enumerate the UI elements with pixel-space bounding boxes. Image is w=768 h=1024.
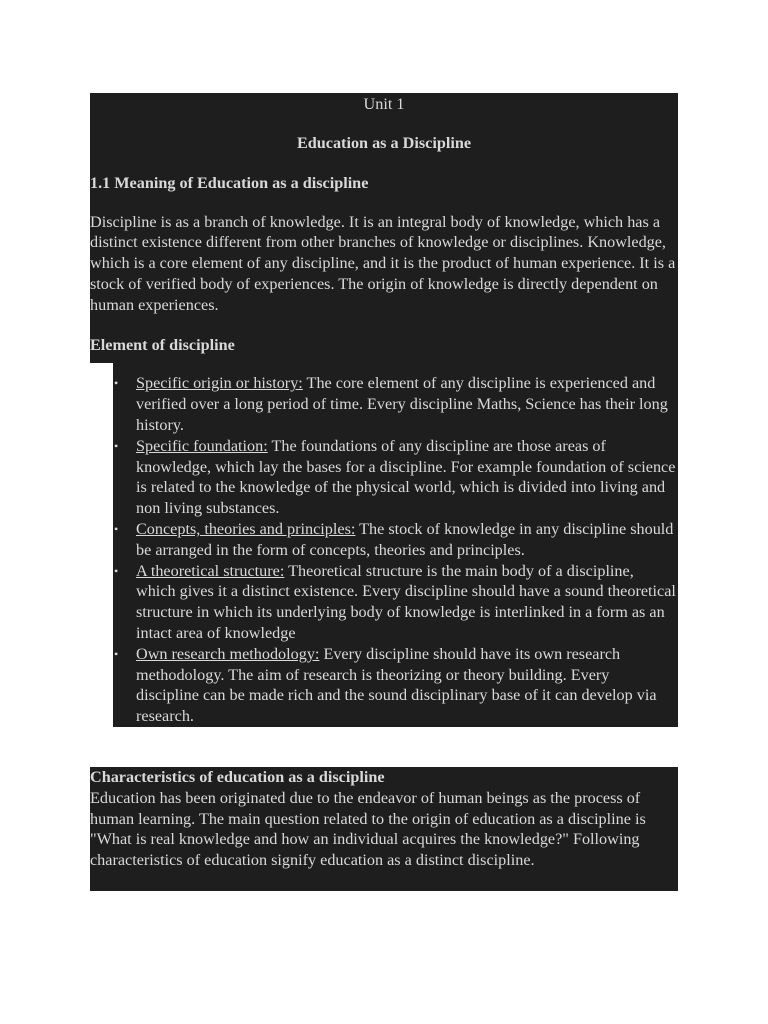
list-item-text: Every discipline should have its own research methodology. The aim of research is theorizing or theory building. Every discipline can be made rich and the sound disciplinary base of it can develop via research.	[136, 644, 657, 726]
bullet-icon: •	[114, 376, 119, 391]
bullet-icon: •	[114, 438, 119, 453]
list-item	[90, 644, 678, 727]
elements-list	[90, 373, 678, 727]
characteristics-heading: Characteristics of education as a discipline	[90, 768, 385, 786]
list-item-term: Own research methodology:	[136, 644, 320, 663]
document-body	[90, 93, 678, 727]
list-item	[90, 561, 678, 644]
bullet-icon: •	[114, 563, 119, 578]
section-heading: 1.1 Meaning of Education as a discipline	[90, 173, 369, 192]
intro-paragraph: Discipline is as a branch of knowledge. It is an integral body of knowledge, which has a distinct existence different from other branches of knowledge or disciplines. Knowledge, which is a core element of any discipline, and it is the product of human experience. It is a stock of verified body of experiences. The origin of knowledge is directly dependent on human experiences.	[90, 212, 676, 314]
list-item-text: Theoretical structure is the main body of a discipline, which gives it a distinct existence. Every discipline should have a sound theoretical structure in which its underlying body of knowledge is interlinked in a form as an intact area of knowledge	[136, 561, 676, 642]
bullet-icon: •	[114, 646, 119, 661]
list-item-term: Concepts, theories and principles:	[136, 519, 356, 538]
list-item-term: Specific origin or history:	[136, 374, 303, 393]
bullet-icon: •	[114, 521, 119, 536]
list-item	[90, 519, 678, 561]
characteristics-paragraph: Education has been originated due to the endeavor of human beings as the process of human learning. The main question related to the origin of education as a discipline is "What is real knowledge and how an individual acquires the knowledge?" Following characteristics of education signify education as a distinct discipline.	[90, 788, 646, 870]
document-title: Education as a Discipline	[296, 134, 472, 152]
unit-label: Unit 1	[363, 95, 405, 113]
list-item	[90, 436, 678, 519]
list-item-text: The foundations of any discipline are those areas of knowledge, which lay the bases for a discipline. For example foundation of science is related to the knowledge of the physical world, which is divided into living and non living substances.	[136, 436, 676, 518]
list-item-text: The core element of any discipline is experienced and verified over a long period of time. Every discipline Maths, Science has their long history.	[136, 374, 668, 434]
list-item-term: A theoretical structure:	[136, 561, 285, 580]
elements-heading: Element of discipline	[90, 335, 235, 354]
list-item-text: The stock of knowledge in any discipline should be arranged in the form of concepts, theories and principles.	[136, 519, 674, 559]
list-item-term: Specific foundation:	[136, 436, 268, 455]
characteristics-section	[90, 767, 678, 871]
list-item	[90, 373, 678, 435]
